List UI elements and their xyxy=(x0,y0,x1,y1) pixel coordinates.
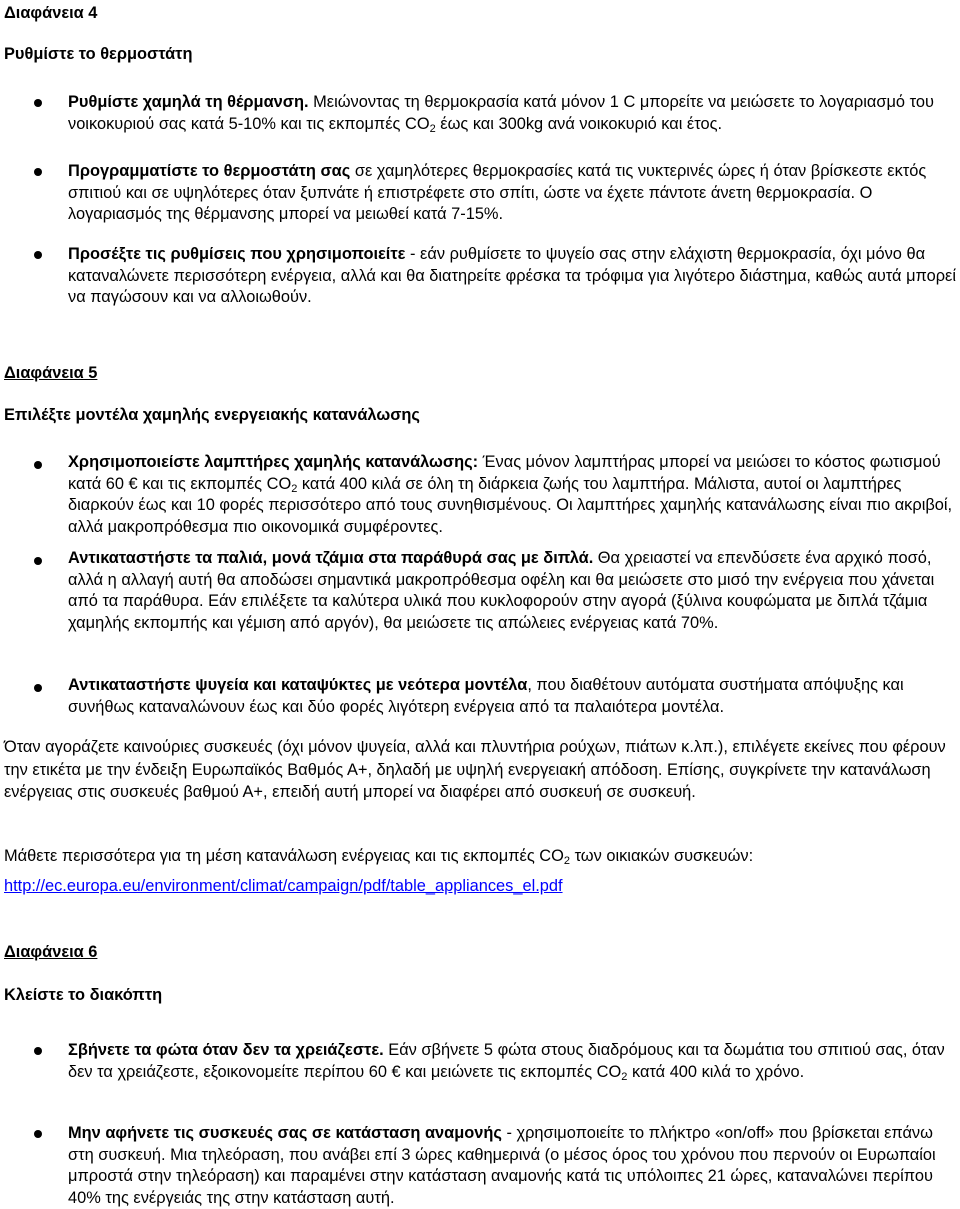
slide-5-subheading: Επιλέξτε μοντέλα χαμηλής ενεργειακής κατανάλωσης xyxy=(4,406,420,424)
bullet-icon xyxy=(34,557,42,565)
bullet-icon xyxy=(34,99,42,107)
item-text: , που διαθέτουν αυτόματα συστήματα απόψυξης και συνήθως καταναλώνουν έως και δύο φορές λιγότερη ενέργεια από τα παλαιότερα μοντέλα. xyxy=(68,676,904,716)
subscript: 2 xyxy=(563,855,571,867)
item-bold: Προσέξτε τις ρυθμίσεις που χρησιμοποιείτε xyxy=(68,245,406,263)
item-text: σε χαμηλότερες θερμοκρασίες κατά τις νυκτερινές ώρες ή όταν βρίσκεστε εκτός σπιτιού και σε υψηλότερες όταν ξυπνάτε ή επιστρέφετε στο σπίτι, ώστε να έχετε πάντοτε άνετη θερμοκρασία. Ο λογαριασμός της θέρμανσης μπορεί να μειωθεί κατά 7-15%. xyxy=(68,162,927,224)
paragraph: Όταν αγοράζετε καινούριες συσκευές (όχι μόνον ψυγεία, αλλά και πλυντήρια ρούχων, πιάτων κ.λπ.), επιλέγετε εκείνες που φέρουν την ετικέτα με την ένδειξη Ευρωπαϊκός Βαθμός Α+, δηλαδή με υψηλή ενεργειακή απόδοση. Επίσης, συγκρίνετε την κατανάλωση ενέργειας στις συσκευές βαθμού Α+, επειδή αυτή μπορεί να διαφέρει από συσκευή σε συσκευή. xyxy=(4,738,946,802)
item-text-cont: έως και 300kg ανά νοικοκυριό και έτος. xyxy=(435,114,723,133)
item-text: - χρησιμοποιείτε το πλήκτρο «on/off» που βρίσκεται επάνω στη συσκευή. Μια τηλεόραση, που ανάβει επί 3 ώρες καθημερινά (ο μέσος όρος του χρόνου που περνούν οι Ευρωπαίοι μπροστά στην τηλεόραση) και παραμένει στην κατάσταση αναμονής κατά τις υπόλοιπες 21 ώρες, καταναλώνει περίπου 40% της ενέργειάς της στην κατάσταση αυτή. xyxy=(68,1124,936,1207)
slide-4-subheading: Ρυθμίστε το θερμοστάτη xyxy=(4,45,193,63)
item-text: Εάν σβήνετε 5 φώτα στους διαδρόμους και τα δωμάτια του σπιτιού σας, όταν δεν τα χρειάζεστε, εξοικονομείτε περίπου 60 € και μειώνετε τις εκπομπές CO xyxy=(68,1041,945,1081)
item-bold: Σβήνετε τα φώτα όταν δεν τα χρειάζεστε. xyxy=(68,1041,384,1059)
item-text-cont: κατά 400 κιλά το χρόνο. xyxy=(627,1062,805,1081)
list-item xyxy=(68,548,958,634)
slide-5-heading: Διαφάνεια 5 xyxy=(4,364,98,382)
list-item xyxy=(68,92,958,135)
appliances-link[interactable]: http://ec.europa.eu/environment/climat/campaign/pdf/table_appliances_el.pdf xyxy=(4,877,563,895)
list-item xyxy=(68,161,958,226)
item-text: Θα χρειαστεί να επενδύσετε ένα αρχικό ποσό, αλλά η αλλαγή αυτή θα αποδώσει σημαντικά μακροπρόθεσμα οφέλη και θα μειώσετε στο μισό την ενέργεια που χάνεται από τα παράθυρα. Εάν επιλέξετε τα καλύτερα υλικά που κυκλοφορούν στην αγορά (ξύλινα κουφώματα με διπλά τζάμια χαμηλής εκπομπής και γέμιση από αργόν), θα μειώσετε τις απώλειες ενέργειας κατά 70%. xyxy=(68,549,935,632)
slide-6-heading: Διαφάνεια 6 xyxy=(4,943,98,961)
para-text-cont: των οικιακών συσκευών: xyxy=(570,847,754,865)
item-bold: Αντικαταστήστε ψυγεία και καταψύκτες με νεότερα μοντέλα xyxy=(68,676,528,694)
item-bold: Προγραμματίστε το θερμοστάτη σας xyxy=(68,162,351,180)
item-bold: Μην αφήνετε τις συσκευές σας σε κατάσταση αναμονής xyxy=(68,1124,502,1142)
item-text-cont: κατά 400 κιλά σε όλη τη διάρκεια ζωής του λαμπτήρα. Μάλιστα, αυτοί οι λαμπτήρες διαρκούν έως και 10 φορές περισσότερο από τους συνηθισμένους. Οι λαμπτήρες χαμηλής κατανάλωσης είναι πιο ακριβοί, αλλά μακροπρόθεσμα πιο οικονομικά συμφέροντες. xyxy=(68,474,953,536)
paragraph-learn-more xyxy=(4,845,954,868)
slide-6-subheading: Κλείστε το διακόπτη xyxy=(4,986,163,1004)
list-item xyxy=(68,452,958,538)
item-text: Μειώνοντας τη θερμοκρασία κατά μόνον 1 C μπορείτε να μειώσετε το λογαριασμό του νοικοκυριού σας κατά 5-10% και τις εκπομπές CO xyxy=(68,93,934,133)
item-bold: Ρυθμίστε χαμηλά τη θέρμανση. xyxy=(68,93,309,111)
item-bold: Χρησιμοποιείστε λαμπτήρες χαμηλής κατανάλωσης: xyxy=(68,453,479,471)
bullet-icon xyxy=(34,1130,42,1138)
bullet-icon xyxy=(34,684,42,692)
bullet-icon xyxy=(34,1047,42,1055)
bullet-icon xyxy=(34,168,42,176)
list-item xyxy=(68,1040,958,1083)
subscript: 2 xyxy=(429,122,436,135)
para-text: Μάθετε περισσότερα για τη μέση κατανάλωση ενέργειας και τις εκπομπές CO xyxy=(4,847,564,865)
item-bold: Αντικαταστήστε τα παλιά, μονά τζάμια στα παράθυρά σας με διπλά. xyxy=(68,549,594,567)
subscript: 2 xyxy=(291,482,298,495)
list-item xyxy=(68,1123,958,1209)
list-item xyxy=(68,675,958,718)
bullet-icon xyxy=(34,461,42,469)
list-item xyxy=(68,244,958,309)
item-text: Ένας μόνον λαμπτήρας μπορεί να μειώσει το κόστος φωτισμού κατά 60 € και τις εκπομπές CO xyxy=(68,453,941,493)
subscript: 2 xyxy=(621,1070,628,1083)
item-text: - εάν ρυθμίσετε το ψυγείο σας στην ελάχιστη θερμοκρασία, όχι μόνο θα καταναλώνετε περισσότερη ενέργεια, αλλά και θα διατηρείτε φρέσκα τα τρόφιμα για λιγότερο διάστημα, καθώς αυτά μπορεί να παγώσουν και να αλλοιωθούν. xyxy=(68,245,956,307)
slide-4-heading: Διαφάνεια 4 xyxy=(4,4,98,22)
bullet-icon xyxy=(34,251,42,259)
